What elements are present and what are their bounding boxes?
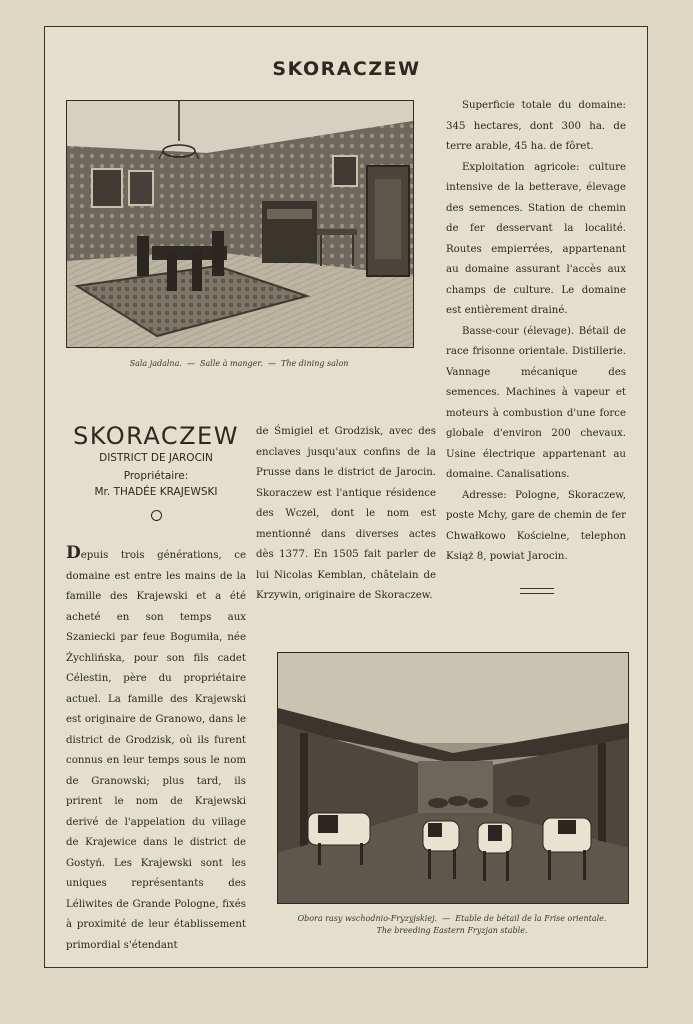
estate-details-column bbox=[446, 96, 626, 568]
estate-title-block bbox=[64, 422, 248, 521]
estate-district: DISTRICT DE JAROCIN bbox=[99, 452, 213, 464]
paragraph-address: Adresse: Pologne, Skoraczew, poste Mchy, gare de chemin de fer Chwałkowo Kościelne, telephon Książ 8, powiat Jarocin. bbox=[446, 489, 626, 562]
owner-name: Mr. THADÉE KRAJEWSKI bbox=[94, 486, 218, 498]
section-rule bbox=[520, 588, 554, 594]
stable-photo bbox=[277, 652, 629, 904]
history-continued-column bbox=[256, 422, 436, 607]
history-continued-text: de Śmigiel et Grodzisk, avec des enclaves jusqu'aux confins de la Prusse dans le district de Jarocin. Skoraczew est l'antique résidence des Wczel, dont le nom est mentionné dans diverses actes dès 1377. En 1505 fait parler de lui Nicolas Kemblan, châtelain de Krzywin, originaire de Skoraczew. bbox=[256, 426, 436, 601]
stable-caption-line1: Obora rasy wschodnio-Fryzyjskiej. — Etable de bétail de la Frise orientale. bbox=[297, 914, 607, 923]
paragraph-agriculture: Exploitation agricole: culture intensive de la betterave, élevage des semences. Station de chemin de fer desservant la localité. Routes empierrées, appartenant au domaine assurant l'accès aux champs de culture. Le domaine est entièrement drainé. bbox=[446, 161, 626, 316]
paragraph-livestock: Basse-cour (élevage). Bétail de race frisonne orientale. Distillerie. Vannage mécanique des semences. Machines à vapeur et moteurs à combustion d'une force globale d'environ 200 chevaux. Usine électrique appartenant au domaine. Canalisations. bbox=[446, 325, 626, 480]
owner-label: Propriétaire: bbox=[123, 470, 189, 482]
dining-room-photo bbox=[66, 100, 414, 348]
paragraph-area: Superficie totale du domaine: 345 hectares, dont 300 ha. de terre arable, 45 ha. de fôret. bbox=[446, 100, 626, 152]
drop-cap: D bbox=[66, 543, 81, 563]
dining-photo-caption: Sala jadalna. — Salle à manger. — The dining salon bbox=[129, 359, 349, 368]
ornament-ring bbox=[151, 510, 162, 521]
history-column bbox=[66, 543, 246, 956]
page-title: SKORACZEW bbox=[272, 58, 421, 80]
stable-photo-caption bbox=[277, 913, 627, 937]
history-text: epuis trois générations, ce domaine est entre les mains de la famille des Krajewski et a été acheté en son temps aux Szaniecki par feue Bogumiła, née Żychlińska, pour son fils cadet Célestin, père du propriétaire actuel. La famille des Krajewski est originaire de Granowo, dans le district de Grodzisk, où ils furent connus en leur temps sous le nom de Granowski; plus tard, ils prirent le nom de Krajewski derivé de l'appelation du village de Krajewice dans le district de Gostyń. Les Krajewski sont les uniques représentants des Léliwites de Grande Pologne, fixés à proximité de leur établissement primordial s'étendant bbox=[66, 550, 246, 951]
estate-name: SKORACZEW bbox=[73, 422, 239, 450]
stable-caption-line2: The breeding Eastern Fryzjan stable. bbox=[376, 926, 528, 935]
